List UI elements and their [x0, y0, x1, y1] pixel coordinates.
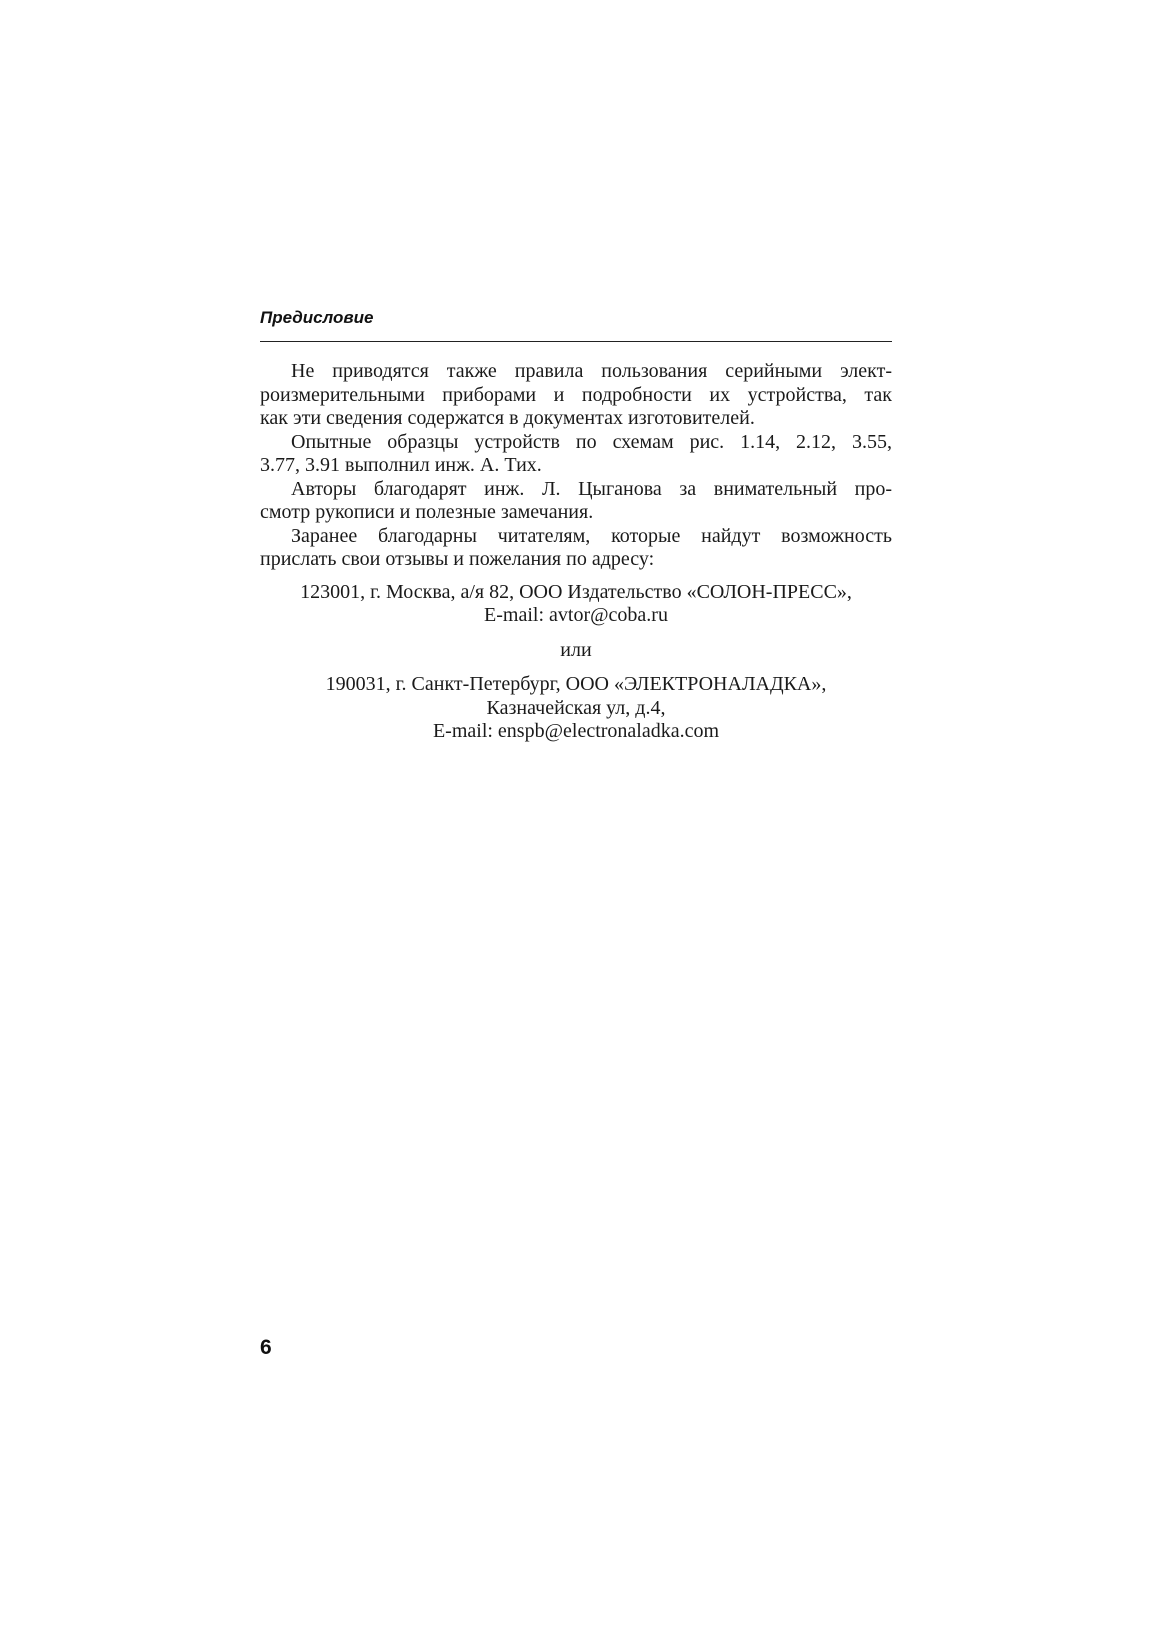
paragraph-line: как эти сведения содержатся в документах изготовителей. [260, 407, 755, 429]
paragraph-line: смотр рукописи и полезные замечания. [260, 501, 594, 523]
paragraph-line: Опытные образцы устройств по схемам рис. 1.14, 2.12, 3.55, [291, 430, 892, 453]
address-line: Казначейская ул, д.4, [486, 696, 666, 719]
paragraph-line: Заранее благодарны читателям, которые найдут возможность [291, 524, 892, 547]
paragraph-line: прислать свои отзывы и пожелания по адресу: [260, 548, 655, 570]
address-line: 190031, г. Санкт-Петербург, ООО «ЭЛЕКТРОНАЛАДКА», [325, 673, 827, 695]
paragraph [260, 478, 892, 525]
paragraph [260, 360, 892, 431]
email-address: E-mail: enspb@electronaladka.com [432, 720, 720, 742]
separator-or [260, 639, 892, 663]
page-body [260, 360, 892, 744]
paragraph [260, 431, 892, 478]
address-line: 123001, г. Москва, а/я 82, ООО Издательство «СОЛОН-ПРЕСС», [300, 580, 852, 603]
running-head: Предисловие [260, 308, 374, 327]
page-number: 6 [260, 1336, 272, 1359]
address-spb [260, 673, 892, 744]
paragraph-line: роизмерительными приборами и подробности их устройства, так [260, 383, 892, 406]
email-address: E-mail: avtor@coba.ru [484, 604, 668, 626]
paragraph-line: Не приводятся также правила пользования серийными элект- [291, 360, 892, 382]
paragraph-line: Авторы благодарят инж. Л. Цыганова за внимательный про- [291, 477, 892, 500]
address-moscow [260, 581, 892, 628]
separator-text: или [560, 638, 592, 661]
header-rule [260, 341, 892, 342]
paragraph-line: 3.77, 3.91 выполнил инж. А. Тих. [260, 454, 542, 476]
paragraph [260, 525, 892, 572]
